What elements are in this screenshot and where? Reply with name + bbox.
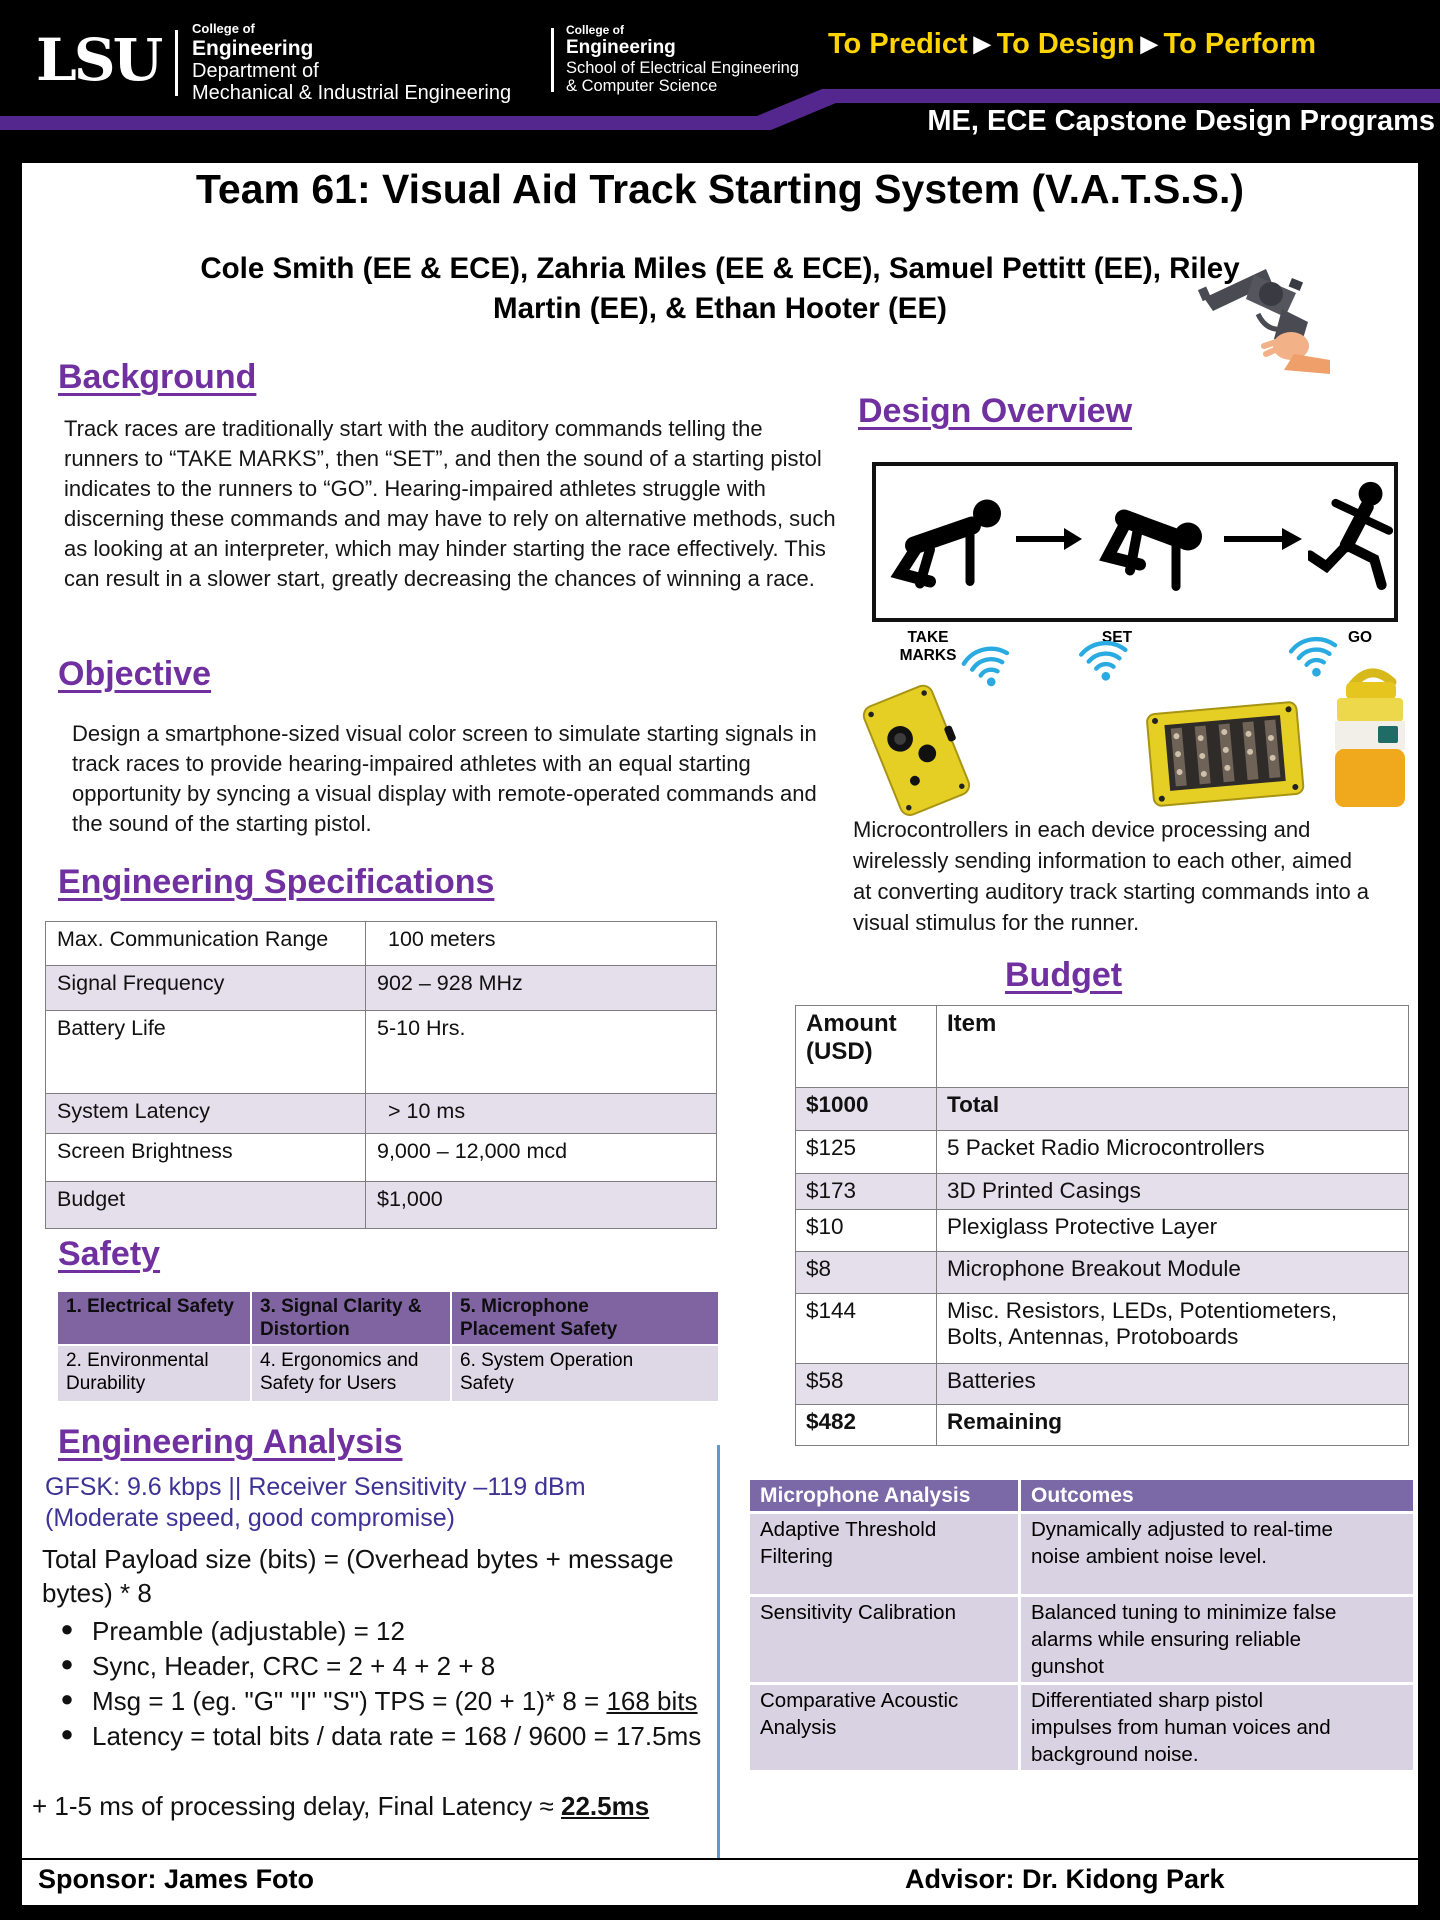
remote-device-photo	[840, 683, 990, 821]
table-row	[796, 1252, 1409, 1294]
final-latency-value: 22.5ms	[561, 1791, 650, 1821]
table-row	[58, 1346, 718, 1401]
spec-value: 9,000 – 12,000 mcd	[366, 1134, 717, 1182]
analysis-bullet	[42, 1616, 842, 1647]
triangle-separator-icon: ▶	[1140, 31, 1158, 56]
spec-label: Max. Communication Range	[46, 922, 366, 966]
spec-label: Battery Life	[46, 1011, 366, 1094]
background-paragraph: Track races are traditionally start with the auditory commands telling the runners to “TAKE MARKS”, then “SET”, and then the sound of a starting pistol indicates to the runners to “GO”. Hearing-impaired athletes struggle with discerning these commands and may have to rely on alternative methods, such as looking at an interpreter, which may hinder starting the race effectively. This can result in a slower start, greatly decreasing the chances of winning a race.	[64, 416, 836, 591]
engineering-specifications-heading: Engineering Specifications	[58, 863, 495, 901]
budget-item: Misc. Resistors, LEDs, Potentiometers, Bolts, Antennas, Protoboards	[937, 1294, 1409, 1364]
mic-analysis-cell: Adaptive Threshold Filtering	[750, 1514, 1018, 1594]
college-of-label: College of	[566, 23, 625, 37]
safety-item: 3. Signal Clarity & Distortion	[252, 1292, 450, 1344]
table-row	[796, 1131, 1409, 1174]
gfsk-line-1: GFSK: 9.6 kbps || Receiver Sensitivity –119 dBm	[45, 1473, 586, 1501]
table-row	[796, 1174, 1409, 1210]
bullet-icon: ●	[60, 1651, 74, 1676]
objective-paragraph: Design a smartphone-sized visual color screen to simulate starting signals in track races to provide hearing-impaired athletes with an equal starting opportunity by syncing a visual display with remote-operated commands and the sound of the starting pistol.	[72, 721, 817, 836]
budget-item: 5 Packet Radio Microcontrollers	[937, 1131, 1409, 1174]
mic-analysis-cell: Comparative Acoustic Analysis	[750, 1685, 1018, 1770]
college-of-label: College of	[192, 21, 255, 36]
budget-item: Plexiglass Protective Layer	[937, 1210, 1409, 1252]
safety-item: 4. Ergonomics and Safety for Users	[252, 1346, 450, 1401]
table-row	[46, 922, 717, 966]
mic-outcome-cell: Dynamically adjusted to real-time noise ambient noise level.	[1021, 1514, 1413, 1594]
budget-amount: $144	[796, 1294, 937, 1364]
budget-item: Batteries	[937, 1364, 1409, 1405]
table-row	[796, 1088, 1409, 1131]
engineering-specifications-table	[45, 921, 717, 1229]
department-name: Mechanical & Industrial Engineering	[192, 82, 512, 105]
tagline-perform: To Perform	[1163, 28, 1317, 60]
analysis-bullet	[42, 1721, 842, 1752]
department-line: Department of	[192, 60, 319, 83]
bullet-icon: ●	[60, 1686, 74, 1711]
sponsor-credit: Sponsor: James Foto	[38, 1864, 315, 1894]
footer-divider-line	[22, 1858, 1418, 1860]
bullet-text-underlined: 168 bits	[606, 1686, 698, 1716]
table-row	[750, 1597, 1413, 1682]
mic-outcome-cell: Differentiated sharp pistol impulses from human voices and background noise.	[1021, 1685, 1413, 1770]
stage-label-take-marks: TAKE MARKS	[899, 629, 957, 664]
stage-label-set: SET	[1101, 629, 1133, 646]
engineering-analysis-heading: Engineering Analysis	[58, 1423, 403, 1461]
safety-table	[56, 1290, 720, 1403]
mic-analysis-cell: Sensitivity Calibration	[750, 1597, 1018, 1682]
table-row	[796, 1405, 1409, 1446]
analysis-bullet	[42, 1651, 842, 1682]
authors-line-2: Martin (EE), & Ethan Hooter (EE)	[493, 292, 947, 325]
budget-amount: $10	[796, 1210, 937, 1252]
budget-item: Total	[937, 1088, 1409, 1131]
table-row	[46, 1134, 717, 1182]
authors-line-1: Cole Smith (EE & ECE), Zahria Miles (EE & ECE), Samuel Pettitt (EE), Riley	[200, 252, 1240, 285]
spec-label: Budget	[46, 1182, 366, 1229]
mic-outcomes-header: Outcomes	[1021, 1480, 1413, 1511]
budget-item: 3D Printed Casings	[937, 1174, 1409, 1210]
wifi-signal-icon	[1073, 631, 1136, 687]
race-sequence-diagram	[872, 462, 1398, 622]
budget-amount: $58	[796, 1364, 937, 1405]
arrow-icon	[1224, 528, 1302, 550]
microphone-analysis-table	[747, 1477, 1416, 1773]
bullet-icon: ●	[60, 1721, 74, 1746]
table-row	[46, 966, 717, 1011]
safety-item: 5. Microphone Placement Safety	[452, 1292, 718, 1344]
tagline-predict: To Predict	[828, 28, 968, 60]
budget-amount: $173	[796, 1174, 937, 1210]
table-header-row	[750, 1480, 1413, 1511]
bullet-icon: ●	[60, 1616, 74, 1641]
tagline-design: To Design	[996, 28, 1135, 60]
table-row	[796, 1210, 1409, 1252]
bullet-text: Msg = 1 (eg. "G" "I" "S") TPS = (20 + 1)* 8 =	[92, 1686, 607, 1716]
school-name: & Computer Science	[566, 77, 718, 96]
bullet-text: Latency = total bits / data rate = 168 / 9600 = 17.5ms	[92, 1721, 702, 1751]
lsu-logo: LSU	[36, 26, 161, 94]
mic-outcome-cell: Balanced tuning to minimize false alarms while ensuring reliable gunshot	[1021, 1597, 1413, 1682]
set-figure-icon	[1088, 480, 1213, 600]
capstone-program-banner: ME, ECE Capstone Design Programs	[927, 105, 1435, 137]
bullet-text: Preamble (adjustable) = 12	[92, 1616, 405, 1646]
table-row	[46, 1094, 717, 1134]
spec-value: 5-10 Hrs.	[366, 1011, 717, 1094]
spec-label: System Latency	[46, 1094, 366, 1134]
arrow-icon	[1016, 528, 1082, 550]
mic-analysis-header: Microphone Analysis	[750, 1480, 1018, 1511]
budget-amount: $8	[796, 1252, 937, 1294]
analysis-bullet	[42, 1686, 842, 1717]
electronics-box-photo	[1135, 690, 1315, 816]
table-row	[750, 1685, 1413, 1770]
advisor-credit: Advisor: Dr. Kidong Park	[905, 1864, 1225, 1894]
gfsk-line-2: (Moderate speed, good compromise)	[45, 1504, 455, 1532]
school-line: School of Electrical Engineering	[566, 58, 799, 77]
spec-value: 902 – 928 MHz	[366, 966, 717, 1011]
budget-item: Remaining	[937, 1405, 1409, 1446]
final-latency-line	[32, 1791, 649, 1822]
cylinder-device-photo	[1322, 660, 1417, 818]
background-heading: Background	[58, 358, 257, 396]
engineering-label: Engineering	[566, 37, 676, 59]
budget-amount: $1000	[796, 1088, 937, 1131]
take-marks-figure-icon	[884, 482, 1009, 600]
safety-item: 2. Environmental Durability	[58, 1346, 250, 1401]
go-runner-figure-icon	[1308, 474, 1400, 602]
table-row	[796, 1294, 1409, 1364]
poster-title: Team 61: Visual Aid Track Starting System (V.A.T.S.S.)	[195, 166, 1245, 212]
table-row	[750, 1514, 1413, 1594]
safety-item: 1. Electrical Safety	[58, 1292, 250, 1344]
budget-heading: Budget	[1005, 956, 1123, 994]
payload-formula: Total Payload size (bits) = (Overhead bytes + message bytes) * 8	[42, 1544, 674, 1608]
bullet-text: Sync, Header, CRC = 2 + 4 + 2 + 8	[92, 1651, 496, 1681]
safety-heading: Safety	[58, 1235, 161, 1273]
budget-amount: $125	[796, 1131, 937, 1174]
engineering-label: Engineering	[192, 36, 314, 60]
triangle-separator-icon: ▶	[973, 31, 991, 56]
purple-stripe	[0, 0, 1440, 163]
starting-pistol-icon	[1198, 262, 1330, 374]
spec-value: 100 meters	[366, 922, 717, 966]
spec-label: Signal Frequency	[46, 966, 366, 1011]
design-overview-caption: Microcontrollers in each device processing and wirelessly sending information to each other, aimed at converting auditory track starting commands into a visual stimulus for the runner.	[853, 817, 1370, 935]
budget-amount: $482	[796, 1405, 937, 1446]
table-row	[46, 1182, 717, 1229]
budget-amount-header: Amount (USD)	[796, 1006, 937, 1088]
table-row	[46, 1011, 717, 1094]
table-header-row	[796, 1006, 1409, 1088]
spec-label: Screen Brightness	[46, 1134, 366, 1182]
stage-label-go: GO	[1347, 629, 1373, 646]
safety-item: 6. System Operation Safety	[452, 1346, 718, 1401]
design-overview-heading: Design Overview	[858, 392, 1133, 430]
table-row	[58, 1292, 718, 1344]
budget-table	[795, 1005, 1409, 1446]
budget-item-header: Item	[937, 1006, 1409, 1088]
column-divider	[717, 1445, 720, 1858]
budget-item: Microphone Breakout Module	[937, 1252, 1409, 1294]
objective-heading: Objective	[58, 655, 212, 693]
final-latency-text: + 1-5 ms of processing delay, Final Latency ≈	[32, 1791, 561, 1821]
table-row	[796, 1364, 1409, 1405]
spec-value: $1,000	[366, 1182, 717, 1229]
spec-value: > 10 ms	[366, 1094, 717, 1134]
gfsk-highlight	[45, 1472, 825, 1534]
